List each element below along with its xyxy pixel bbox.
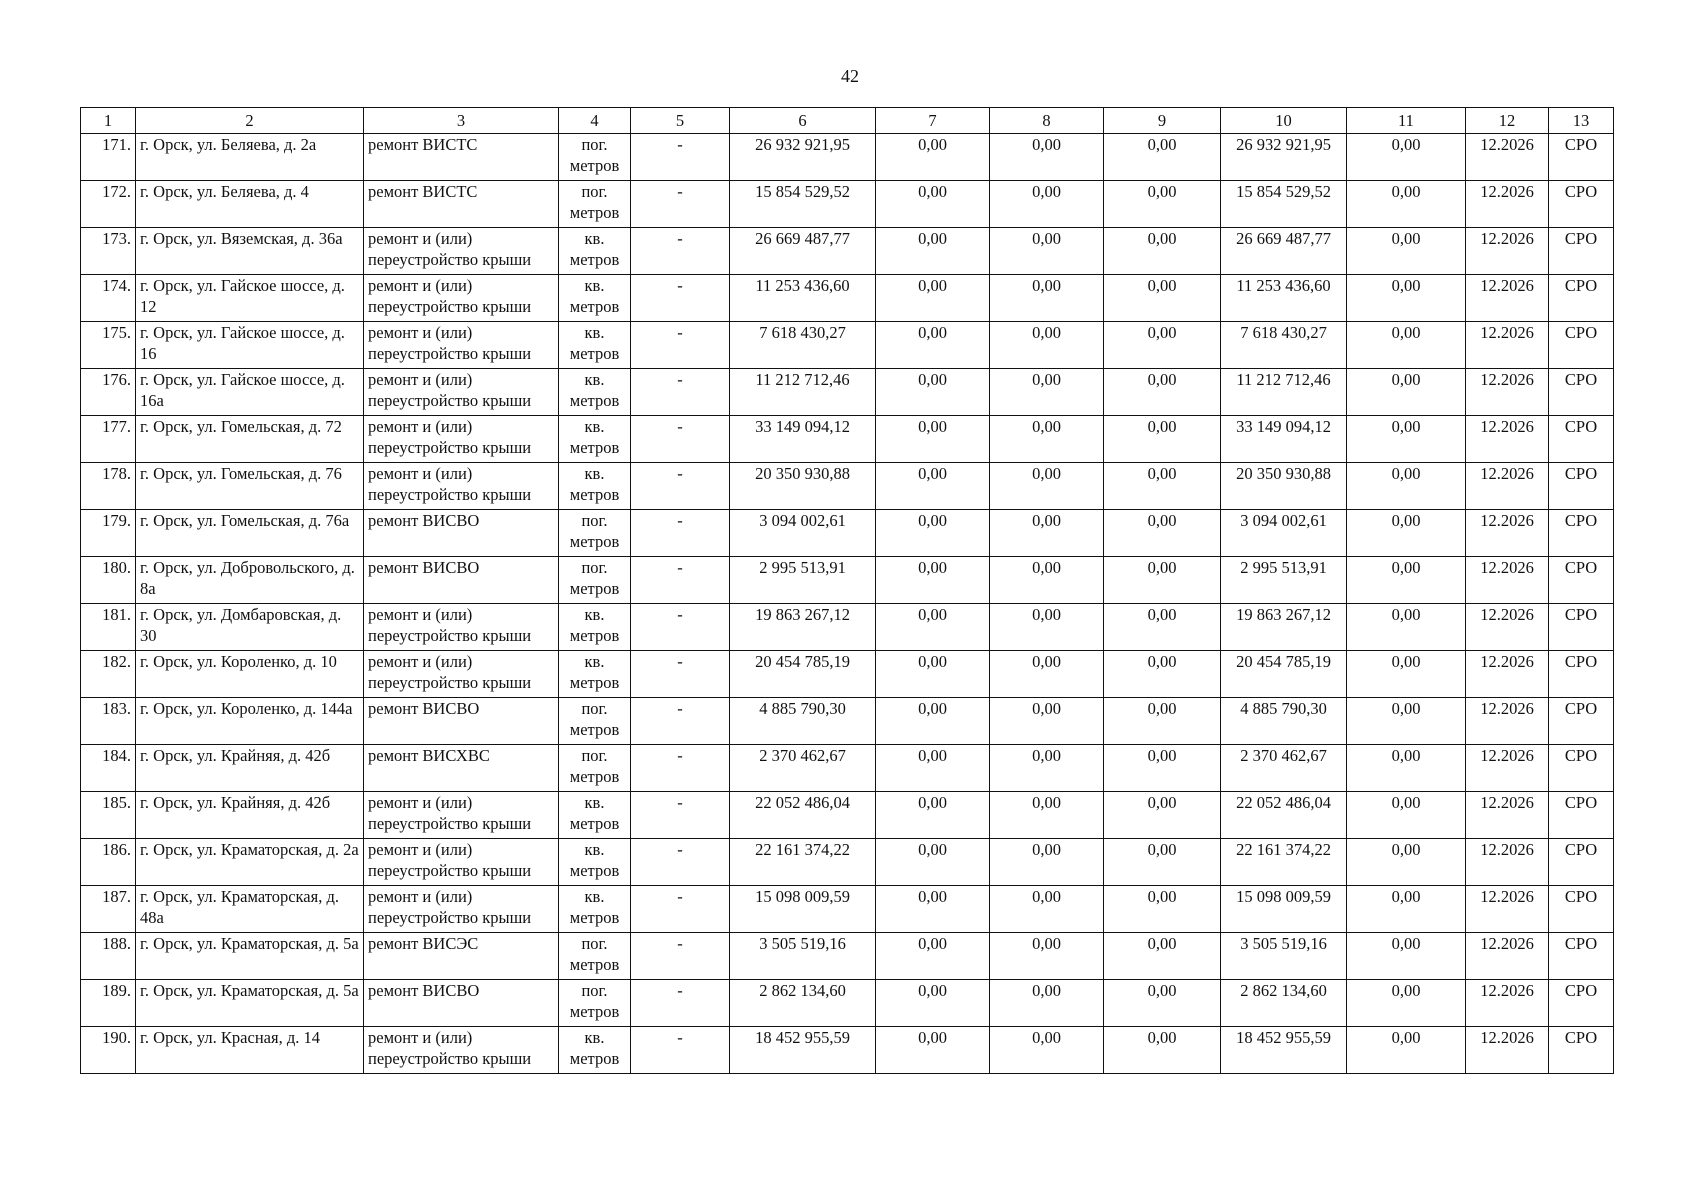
col11-cell: 0,00 <box>1347 933 1466 980</box>
total-cost-cell: 19 863 267,12 <box>730 604 876 651</box>
executor-cell: СРО <box>1549 1027 1614 1074</box>
deadline-cell: 12.2026 <box>1466 416 1549 463</box>
address-cell: г. Орск, ул. Крайняя, д. 42б <box>136 745 364 792</box>
row-number: 172. <box>81 181 136 228</box>
unit-cell: кв. метров <box>559 839 631 886</box>
deadline-cell: 12.2026 <box>1466 557 1549 604</box>
col7-cell: 0,00 <box>876 134 990 181</box>
executor-cell: СРО <box>1549 134 1614 181</box>
deadline-cell: 12.2026 <box>1466 134 1549 181</box>
work-type-cell: ремонт и (или) переустройство крыши <box>364 369 559 416</box>
col10-cell: 11 253 436,60 <box>1221 275 1347 322</box>
col7-cell: 0,00 <box>876 886 990 933</box>
col8-cell: 0,00 <box>990 134 1104 181</box>
work-type-cell: ремонт и (или) переустройство крыши <box>364 886 559 933</box>
col7-cell: 0,00 <box>876 980 990 1027</box>
col7-cell: 0,00 <box>876 933 990 980</box>
col5-cell: - <box>631 181 730 228</box>
work-type-cell: ремонт и (или) переустройство крыши <box>364 322 559 369</box>
col7-cell: 0,00 <box>876 416 990 463</box>
table-row <box>81 416 1614 463</box>
executor-cell: СРО <box>1549 980 1614 1027</box>
executor-cell: СРО <box>1549 369 1614 416</box>
col9-cell: 0,00 <box>1104 416 1221 463</box>
col9-cell: 0,00 <box>1104 134 1221 181</box>
col8-cell: 0,00 <box>990 604 1104 651</box>
total-cost-cell: 4 885 790,30 <box>730 698 876 745</box>
col7-cell: 0,00 <box>876 463 990 510</box>
row-number: 178. <box>81 463 136 510</box>
column-header-8: 8 <box>990 108 1104 134</box>
row-number: 174. <box>81 275 136 322</box>
column-header-2: 2 <box>136 108 364 134</box>
deadline-cell: 12.2026 <box>1466 745 1549 792</box>
total-cost-cell: 11 212 712,46 <box>730 369 876 416</box>
executor-cell: СРО <box>1549 557 1614 604</box>
unit-cell: кв. метров <box>559 1027 631 1074</box>
unit-cell: кв. метров <box>559 792 631 839</box>
col7-cell: 0,00 <box>876 1027 990 1074</box>
col10-cell: 11 212 712,46 <box>1221 369 1347 416</box>
row-number: 186. <box>81 839 136 886</box>
unit-cell: кв. метров <box>559 604 631 651</box>
col9-cell: 0,00 <box>1104 980 1221 1027</box>
col11-cell: 0,00 <box>1347 1027 1466 1074</box>
col8-cell: 0,00 <box>990 792 1104 839</box>
col8-cell: 0,00 <box>990 980 1104 1027</box>
col5-cell: - <box>631 369 730 416</box>
col10-cell: 20 350 930,88 <box>1221 463 1347 510</box>
address-cell: г. Орск, ул. Беляева, д. 4 <box>136 181 364 228</box>
work-type-cell: ремонт ВИСТС <box>364 181 559 228</box>
address-cell: г. Орск, ул. Краматорская, д. 2а <box>136 839 364 886</box>
header-row <box>81 108 1614 134</box>
col7-cell: 0,00 <box>876 510 990 557</box>
col10-cell: 2 370 462,67 <box>1221 745 1347 792</box>
work-type-cell: ремонт ВИСВО <box>364 698 559 745</box>
col11-cell: 0,00 <box>1347 463 1466 510</box>
col9-cell: 0,00 <box>1104 463 1221 510</box>
col11-cell: 0,00 <box>1347 604 1466 651</box>
col9-cell: 0,00 <box>1104 698 1221 745</box>
table-row <box>81 510 1614 557</box>
executor-cell: СРО <box>1549 933 1614 980</box>
table-row <box>81 1027 1614 1074</box>
table-row <box>81 322 1614 369</box>
address-cell: г. Орск, ул. Короленко, д. 144а <box>136 698 364 745</box>
col5-cell: - <box>631 745 730 792</box>
col7-cell: 0,00 <box>876 651 990 698</box>
work-type-cell: ремонт и (или) переустройство крыши <box>364 1027 559 1074</box>
col11-cell: 0,00 <box>1347 275 1466 322</box>
work-type-cell: ремонт ВИСХВС <box>364 745 559 792</box>
unit-cell: кв. метров <box>559 651 631 698</box>
col9-cell: 0,00 <box>1104 275 1221 322</box>
col10-cell: 15 854 529,52 <box>1221 181 1347 228</box>
col9-cell: 0,00 <box>1104 228 1221 275</box>
total-cost-cell: 3 094 002,61 <box>730 510 876 557</box>
col9-cell: 0,00 <box>1104 886 1221 933</box>
col5-cell: - <box>631 651 730 698</box>
unit-cell: кв. метров <box>559 228 631 275</box>
col8-cell: 0,00 <box>990 1027 1104 1074</box>
total-cost-cell: 11 253 436,60 <box>730 275 876 322</box>
col7-cell: 0,00 <box>876 604 990 651</box>
unit-cell: кв. метров <box>559 416 631 463</box>
total-cost-cell: 15 098 009,59 <box>730 886 876 933</box>
col9-cell: 0,00 <box>1104 651 1221 698</box>
col8-cell: 0,00 <box>990 933 1104 980</box>
executor-cell: СРО <box>1549 839 1614 886</box>
program-table <box>80 107 1614 1074</box>
col5-cell: - <box>631 134 730 181</box>
executor-cell: СРО <box>1549 510 1614 557</box>
col11-cell: 0,00 <box>1347 369 1466 416</box>
unit-cell: кв. метров <box>559 275 631 322</box>
col9-cell: 0,00 <box>1104 792 1221 839</box>
deadline-cell: 12.2026 <box>1466 886 1549 933</box>
col8-cell: 0,00 <box>990 275 1104 322</box>
col10-cell: 19 863 267,12 <box>1221 604 1347 651</box>
deadline-cell: 12.2026 <box>1466 604 1549 651</box>
col10-cell: 22 052 486,04 <box>1221 792 1347 839</box>
col5-cell: - <box>631 510 730 557</box>
col8-cell: 0,00 <box>990 745 1104 792</box>
col5-cell: - <box>631 698 730 745</box>
row-number: 185. <box>81 792 136 839</box>
work-type-cell: ремонт и (или) переустройство крыши <box>364 275 559 322</box>
col11-cell: 0,00 <box>1347 557 1466 604</box>
col9-cell: 0,00 <box>1104 745 1221 792</box>
col11-cell: 0,00 <box>1347 134 1466 181</box>
col8-cell: 0,00 <box>990 463 1104 510</box>
total-cost-cell: 15 854 529,52 <box>730 181 876 228</box>
row-number: 188. <box>81 933 136 980</box>
deadline-cell: 12.2026 <box>1466 181 1549 228</box>
address-cell: г. Орск, ул. Краматорская, д. 48а <box>136 886 364 933</box>
deadline-cell: 12.2026 <box>1466 369 1549 416</box>
col8-cell: 0,00 <box>990 322 1104 369</box>
col8-cell: 0,00 <box>990 181 1104 228</box>
column-header-1: 1 <box>81 108 136 134</box>
table-row <box>81 651 1614 698</box>
page-number: 42 <box>841 66 859 86</box>
col8-cell: 0,00 <box>990 416 1104 463</box>
col9-cell: 0,00 <box>1104 322 1221 369</box>
total-cost-cell: 2 862 134,60 <box>730 980 876 1027</box>
col11-cell: 0,00 <box>1347 839 1466 886</box>
row-number: 184. <box>81 745 136 792</box>
column-header-3: 3 <box>364 108 559 134</box>
deadline-cell: 12.2026 <box>1466 275 1549 322</box>
executor-cell: СРО <box>1549 886 1614 933</box>
col7-cell: 0,00 <box>876 369 990 416</box>
col9-cell: 0,00 <box>1104 510 1221 557</box>
col7-cell: 0,00 <box>876 322 990 369</box>
col10-cell: 20 454 785,19 <box>1221 651 1347 698</box>
address-cell: г. Орск, ул. Добровольского, д. 8а <box>136 557 364 604</box>
col9-cell: 0,00 <box>1104 604 1221 651</box>
col5-cell: - <box>631 416 730 463</box>
col10-cell: 26 932 921,95 <box>1221 134 1347 181</box>
address-cell: г. Орск, ул. Красная, д. 14 <box>136 1027 364 1074</box>
table-row <box>81 557 1614 604</box>
col10-cell: 3 094 002,61 <box>1221 510 1347 557</box>
col8-cell: 0,00 <box>990 651 1104 698</box>
work-type-cell: ремонт и (или) переустройство крыши <box>364 839 559 886</box>
unit-cell: пог. метров <box>559 980 631 1027</box>
col8-cell: 0,00 <box>990 369 1104 416</box>
executor-cell: СРО <box>1549 416 1614 463</box>
work-type-cell: ремонт ВИСВО <box>364 510 559 557</box>
total-cost-cell: 2 370 462,67 <box>730 745 876 792</box>
column-header-5: 5 <box>631 108 730 134</box>
col11-cell: 0,00 <box>1347 510 1466 557</box>
col11-cell: 0,00 <box>1347 322 1466 369</box>
col5-cell: - <box>631 228 730 275</box>
address-cell: г. Орск, ул. Крайняя, д. 42б <box>136 792 364 839</box>
col7-cell: 0,00 <box>876 557 990 604</box>
column-header-4: 4 <box>559 108 631 134</box>
executor-cell: СРО <box>1549 463 1614 510</box>
executor-cell: СРО <box>1549 698 1614 745</box>
col5-cell: - <box>631 322 730 369</box>
row-number: 175. <box>81 322 136 369</box>
row-number: 189. <box>81 980 136 1027</box>
table-row <box>81 698 1614 745</box>
deadline-cell: 12.2026 <box>1466 698 1549 745</box>
work-type-cell: ремонт и (или) переустройство крыши <box>364 463 559 510</box>
col8-cell: 0,00 <box>990 698 1104 745</box>
work-type-cell: ремонт ВИСТС <box>364 134 559 181</box>
table-row <box>81 463 1614 510</box>
unit-cell: пог. метров <box>559 557 631 604</box>
deadline-cell: 12.2026 <box>1466 980 1549 1027</box>
work-type-cell: ремонт ВИСВО <box>364 557 559 604</box>
table-row <box>81 369 1614 416</box>
column-header-9: 9 <box>1104 108 1221 134</box>
column-header-12: 12 <box>1466 108 1549 134</box>
deadline-cell: 12.2026 <box>1466 510 1549 557</box>
deadline-cell: 12.2026 <box>1466 651 1549 698</box>
unit-cell: пог. метров <box>559 698 631 745</box>
executor-cell: СРО <box>1549 604 1614 651</box>
table-body <box>81 134 1614 1074</box>
unit-cell: кв. метров <box>559 369 631 416</box>
unit-cell: пог. метров <box>559 933 631 980</box>
col11-cell: 0,00 <box>1347 792 1466 839</box>
executor-cell: СРО <box>1549 745 1614 792</box>
row-number: 181. <box>81 604 136 651</box>
col8-cell: 0,00 <box>990 557 1104 604</box>
deadline-cell: 12.2026 <box>1466 463 1549 510</box>
unit-cell: кв. метров <box>559 886 631 933</box>
table-row <box>81 604 1614 651</box>
col5-cell: - <box>631 839 730 886</box>
deadline-cell: 12.2026 <box>1466 228 1549 275</box>
column-header-10: 10 <box>1221 108 1347 134</box>
deadline-cell: 12.2026 <box>1466 933 1549 980</box>
col7-cell: 0,00 <box>876 275 990 322</box>
col9-cell: 0,00 <box>1104 369 1221 416</box>
work-type-cell: ремонт и (или) переустройство крыши <box>364 604 559 651</box>
work-type-cell: ремонт ВИСЭС <box>364 933 559 980</box>
col5-cell: - <box>631 1027 730 1074</box>
col10-cell: 3 505 519,16 <box>1221 933 1347 980</box>
col5-cell: - <box>631 604 730 651</box>
col5-cell: - <box>631 980 730 1027</box>
total-cost-cell: 20 454 785,19 <box>730 651 876 698</box>
total-cost-cell: 22 052 486,04 <box>730 792 876 839</box>
col10-cell: 33 149 094,12 <box>1221 416 1347 463</box>
col10-cell: 2 862 134,60 <box>1221 980 1347 1027</box>
col10-cell: 18 452 955,59 <box>1221 1027 1347 1074</box>
table-row <box>81 792 1614 839</box>
row-number: 173. <box>81 228 136 275</box>
address-cell: г. Орск, ул. Вяземская, д. 36а <box>136 228 364 275</box>
unit-cell: пог. метров <box>559 745 631 792</box>
total-cost-cell: 22 161 374,22 <box>730 839 876 886</box>
total-cost-cell: 7 618 430,27 <box>730 322 876 369</box>
executor-cell: СРО <box>1549 275 1614 322</box>
col7-cell: 0,00 <box>876 698 990 745</box>
col7-cell: 0,00 <box>876 228 990 275</box>
executor-cell: СРО <box>1549 651 1614 698</box>
address-cell: г. Орск, ул. Беляева, д. 2а <box>136 134 364 181</box>
table-row <box>81 275 1614 322</box>
col10-cell: 7 618 430,27 <box>1221 322 1347 369</box>
col10-cell: 2 995 513,91 <box>1221 557 1347 604</box>
row-number: 171. <box>81 134 136 181</box>
unit-cell: кв. метров <box>559 463 631 510</box>
row-number: 177. <box>81 416 136 463</box>
col5-cell: - <box>631 933 730 980</box>
unit-cell: кв. метров <box>559 322 631 369</box>
row-number: 179. <box>81 510 136 557</box>
deadline-cell: 12.2026 <box>1466 1027 1549 1074</box>
table-row <box>81 980 1614 1027</box>
executor-cell: СРО <box>1549 322 1614 369</box>
address-cell: г. Орск, ул. Гайское шоссе, д. 16а <box>136 369 364 416</box>
address-cell: г. Орск, ул. Краматорская, д. 5а <box>136 933 364 980</box>
work-type-cell: ремонт и (или) переустройство крыши <box>364 651 559 698</box>
col5-cell: - <box>631 275 730 322</box>
total-cost-cell: 20 350 930,88 <box>730 463 876 510</box>
col11-cell: 0,00 <box>1347 980 1466 1027</box>
col7-cell: 0,00 <box>876 839 990 886</box>
deadline-cell: 12.2026 <box>1466 792 1549 839</box>
work-type-cell: ремонт и (или) переустройство крыши <box>364 792 559 839</box>
table-row <box>81 181 1614 228</box>
row-number: 187. <box>81 886 136 933</box>
col10-cell: 22 161 374,22 <box>1221 839 1347 886</box>
table-row <box>81 839 1614 886</box>
row-number: 182. <box>81 651 136 698</box>
col11-cell: 0,00 <box>1347 228 1466 275</box>
address-cell: г. Орск, ул. Гомельская, д. 76а <box>136 510 364 557</box>
table-row <box>81 886 1614 933</box>
unit-cell: пог. метров <box>559 510 631 557</box>
col8-cell: 0,00 <box>990 510 1104 557</box>
total-cost-cell: 26 932 921,95 <box>730 134 876 181</box>
work-type-cell: ремонт и (или) переустройство крыши <box>364 416 559 463</box>
total-cost-cell: 26 669 487,77 <box>730 228 876 275</box>
deadline-cell: 12.2026 <box>1466 839 1549 886</box>
executor-cell: СРО <box>1549 228 1614 275</box>
column-header-11: 11 <box>1347 108 1466 134</box>
row-number: 180. <box>81 557 136 604</box>
table-row <box>81 228 1614 275</box>
col9-cell: 0,00 <box>1104 181 1221 228</box>
col11-cell: 0,00 <box>1347 416 1466 463</box>
address-cell: г. Орск, ул. Гомельская, д. 76 <box>136 463 364 510</box>
col7-cell: 0,00 <box>876 181 990 228</box>
col11-cell: 0,00 <box>1347 745 1466 792</box>
row-number: 190. <box>81 1027 136 1074</box>
col8-cell: 0,00 <box>990 839 1104 886</box>
address-cell: г. Орск, ул. Краматорская, д. 5а <box>136 980 364 1027</box>
col5-cell: - <box>631 886 730 933</box>
col9-cell: 0,00 <box>1104 933 1221 980</box>
total-cost-cell: 2 995 513,91 <box>730 557 876 604</box>
address-cell: г. Орск, ул. Гомельская, д. 72 <box>136 416 364 463</box>
col7-cell: 0,00 <box>876 792 990 839</box>
work-type-cell: ремонт ВИСВО <box>364 980 559 1027</box>
unit-cell: пог. метров <box>559 181 631 228</box>
total-cost-cell: 33 149 094,12 <box>730 416 876 463</box>
col5-cell: - <box>631 557 730 604</box>
executor-cell: СРО <box>1549 792 1614 839</box>
col5-cell: - <box>631 792 730 839</box>
row-number: 183. <box>81 698 136 745</box>
col11-cell: 0,00 <box>1347 886 1466 933</box>
col10-cell: 26 669 487,77 <box>1221 228 1347 275</box>
table-row <box>81 745 1614 792</box>
column-header-7: 7 <box>876 108 990 134</box>
address-cell: г. Орск, ул. Короленко, д. 10 <box>136 651 364 698</box>
address-cell: г. Орск, ул. Домбаровская, д. 30 <box>136 604 364 651</box>
column-header-6: 6 <box>730 108 876 134</box>
col8-cell: 0,00 <box>990 228 1104 275</box>
work-type-cell: ремонт и (или) переустройство крыши <box>364 228 559 275</box>
col8-cell: 0,00 <box>990 886 1104 933</box>
unit-cell: пог. метров <box>559 134 631 181</box>
col7-cell: 0,00 <box>876 745 990 792</box>
address-cell: г. Орск, ул. Гайское шоссе, д. 16 <box>136 322 364 369</box>
row-number: 176. <box>81 369 136 416</box>
col11-cell: 0,00 <box>1347 651 1466 698</box>
address-cell: г. Орск, ул. Гайское шоссе, д. 12 <box>136 275 364 322</box>
executor-cell: СРО <box>1549 181 1614 228</box>
col5-cell: - <box>631 463 730 510</box>
col11-cell: 0,00 <box>1347 698 1466 745</box>
col10-cell: 4 885 790,30 <box>1221 698 1347 745</box>
table-row <box>81 933 1614 980</box>
total-cost-cell: 3 505 519,16 <box>730 933 876 980</box>
col9-cell: 0,00 <box>1104 1027 1221 1074</box>
column-header-13: 13 <box>1549 108 1614 134</box>
table-row <box>81 134 1614 181</box>
col11-cell: 0,00 <box>1347 181 1466 228</box>
col9-cell: 0,00 <box>1104 839 1221 886</box>
col9-cell: 0,00 <box>1104 557 1221 604</box>
deadline-cell: 12.2026 <box>1466 322 1549 369</box>
total-cost-cell: 18 452 955,59 <box>730 1027 876 1074</box>
col10-cell: 15 098 009,59 <box>1221 886 1347 933</box>
